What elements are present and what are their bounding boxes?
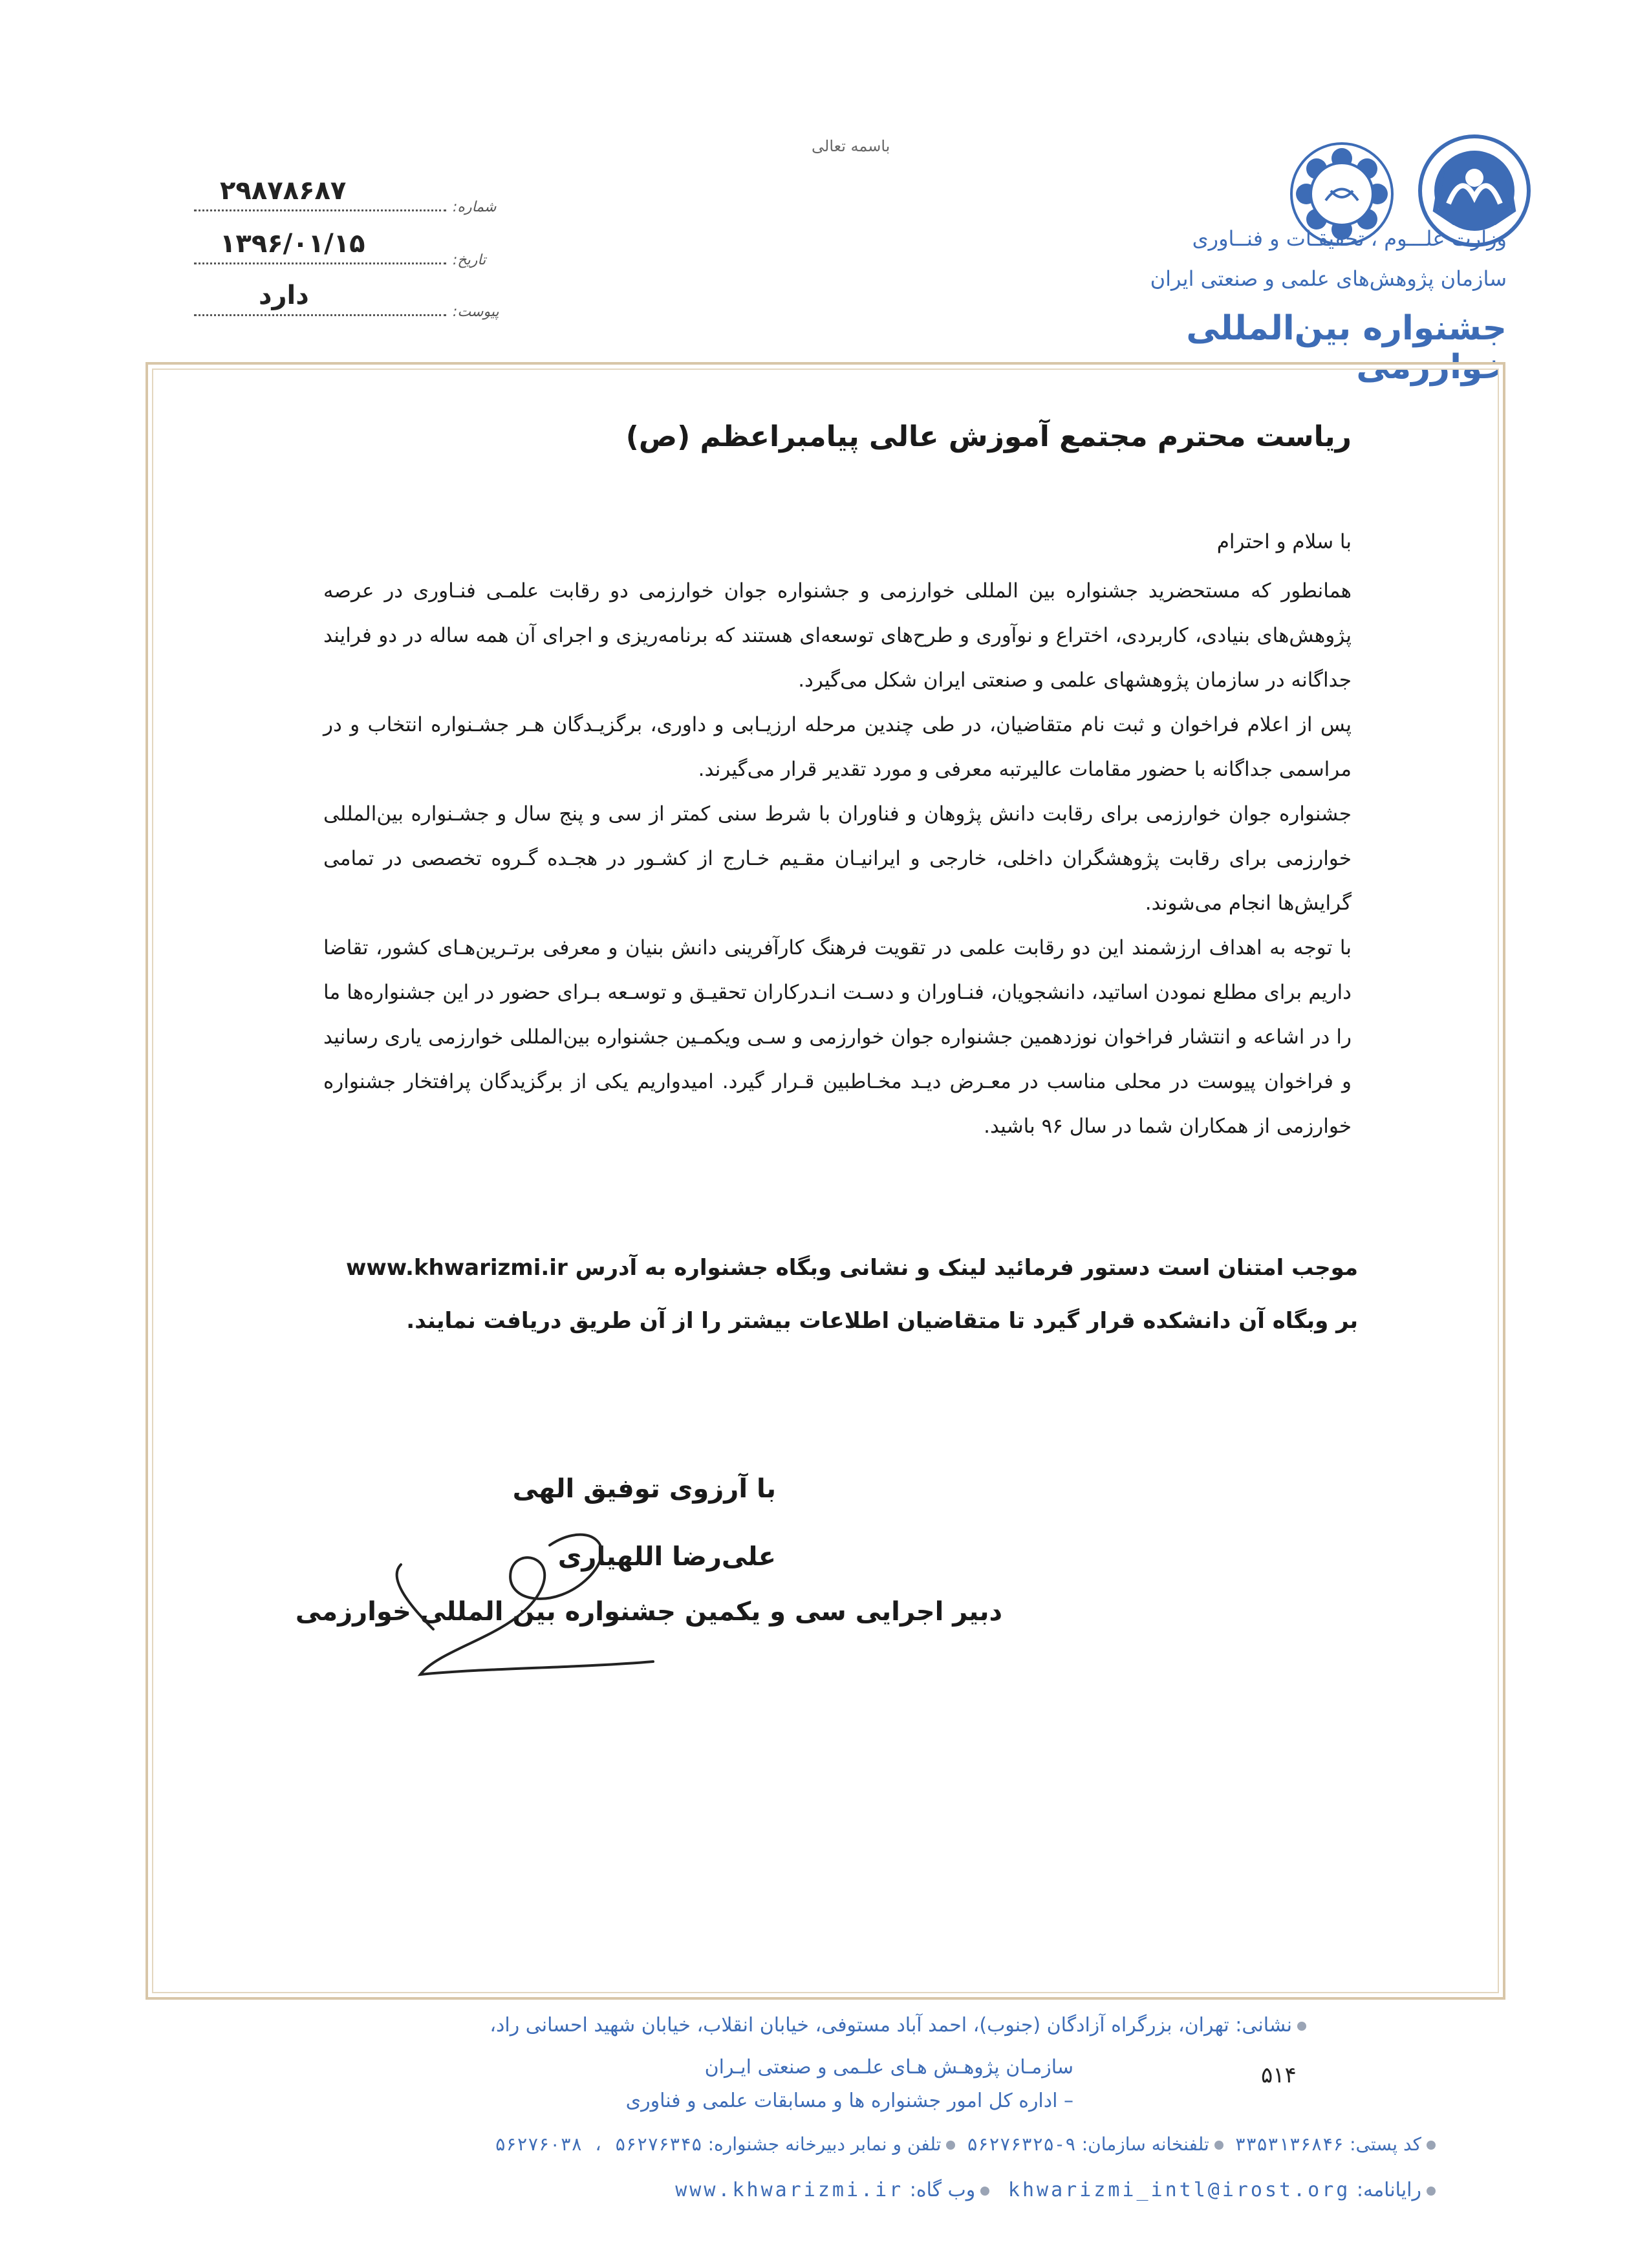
footer-address: نشانی: تهران، بزرگراه آزادگان (جنوب)، احمد آباد مستوفی، خیابان انقلاب، خیابان شهید احسانی راد، (490, 2014, 1306, 2037)
paragraph-2: پس از اعلام فراخوان و ثبت نام متقاضیان، در طی چندین مرحله ارزیـابی و داوری، برگزیـدگان هـر جشـنواره انتخاب و در مراسمی جداگانه با حضور مقامات عالیرتبه معرفی و مورد تقدیر قرار می‌گیرند. (323, 713, 1352, 781)
organization-name: سازمان پژوهش‌های علمی و صنعتی ایران (1150, 266, 1507, 291)
footer-online: رایانامه: khwarizmi_intl@irost.org وب گاه: www.khwarizmi.ir (675, 2179, 1436, 2201)
paragraph-1: همانطور که مستحضرید جشنواره بین المللی خوارزمی و جشنواره جوان خوارزمی دو رقابت علمـی فنـاوری در عرصه پژوهش‌های بنیادی، کاربردی، اختراع و نوآوری و طرح‌های توسعه‌ای هستند که برنامه‌ریزی و اجرای آن همه ساله در دو فرایند جداگانه در سازمان پژوهشهای علمی و صنعتی ایران شکل می‌گیرد. (323, 579, 1352, 692)
request-line-1: موجب امتنان است دستور فرمائید لینک و نشانی وبگاه جشنواره به آدرس www.khwarizmi.ir (345, 1255, 1358, 1281)
bullet-icon (1427, 2187, 1436, 2196)
handwritten-signature (343, 1506, 666, 1700)
footer-department: – اداره کل امور جشنواره ها و مسابقات علمی و فناوری (625, 2090, 1073, 2112)
website-link[interactable]: www.khwarizmi.ir (675, 2179, 904, 2201)
ministry-name: وزارت علـــوم ، تحقیقـات و فنــاوری (1192, 226, 1507, 251)
letter-attachment (194, 281, 499, 320)
date-value: ۱۳۹۶/۰۱/۱۵ (220, 229, 365, 259)
greeting: با سلام و احترام (1216, 530, 1352, 553)
po-box: ۵۱۴ (1261, 2062, 1297, 2088)
footer-org: سازمـان پژوهـش هـای علـمی و صنعتی ایـران (704, 2056, 1073, 2079)
secretariat-phones: ۵۶۲۷۶۳۴۵ ، ۵۶۲۷۶۰۳۸ (495, 2134, 702, 2155)
number-value: ۲۹۸۷۸۶۸۷ (220, 176, 347, 206)
closing: با آرزوی توفیق الهی (512, 1474, 776, 1504)
email-link[interactable]: khwarizmi_intl@irost.org (1008, 2179, 1351, 2201)
letter-date (194, 229, 486, 268)
request-line-2: بر وبگاه آن دانشکده قرار گیرد تا متقاضیان اطلاعات بیشتر را از آن طریق دریافت نمایند. (406, 1308, 1358, 1334)
paragraph-3: جشنواره جوان خوارزمی برای رقابت دانش پژوهان و فناوران با شرط سنی کمتر از سی و پنج سال و جشـنواره بین‌المللی خوارزمی برای رقابت پژوهشگران داخلی، خارجی و ایرانیـان مقـیم خـارج از کشـور در هجـده گـروه تخصصی در تمامی گرایش‌ها انجام می‌شوند. (323, 802, 1352, 915)
festival-title: جشنواره بین‌المللی خوارزمی (1186, 309, 1507, 387)
bullet-icon (946, 2141, 955, 2150)
bullet-icon (1297, 2022, 1306, 2031)
bullet-icon (980, 2187, 989, 2196)
switchboard-number: ۹-۵۶۲۷۶۳۲۵ (967, 2134, 1076, 2155)
footer-contacts: کد پستی: ۳۳۵۳۱۳۶۸۴۶ تلفنخانه سازمان: ۹-۵۶۲۷۶۳۲۵ تلفن و نمابر دبیرخانه جشنواره: ۵۶۲۷۶۳۴۵ ، ۵۶۲۷۶۰۳۸ (495, 2134, 1436, 2155)
bullet-icon (1427, 2141, 1436, 2150)
invocation: باسمه تعالی (812, 137, 890, 155)
signer-name: علی‌رضا اللهیاری (557, 1542, 776, 1572)
letter-salutation: ریاست محترم مجتمع آموزش عالی پیامبراعظم (ص) (625, 420, 1352, 453)
attachment-label: پیوست: (453, 304, 499, 320)
signer-title: دبیر اجرایی سی و یکمین جشنواره بین المللی خوارزمی (295, 1597, 1002, 1627)
attachment-value: دارد (259, 281, 309, 310)
letter-number (194, 176, 497, 215)
paragraph-4: با توجه به اهداف ارزشمند این دو رقابت علمی در تقویت فرهنگ کارآفرینی دانش بنیان و معرفی برتـرین‌هـای کشور، تقاضا داریم برای مطلع نمودن اساتید، دانشجویان، فنـاوران و دسـت انـدرکاران تحقیـق و توسـعه بـرای حضور در این جشنواره‌ها ما را در اشاعه و انتشار فراخوان نوزدهمین جشنواره جوان خوارزمی و سـی ویکمـین جشنواره بین‌المللی خوارزمی یاری رسانید و فراخوان پیوست در محلی مناسب در معـرض دیـد مخـاطبین قـرار گیرد. امیدواریم یکی از برگزیدگان پرافتخار جشنواره خوارزمی از همکاران شما در سال ۹۶ باشید. (323, 936, 1352, 1138)
bullet-icon (1214, 2141, 1223, 2150)
date-label: تاریخ: (453, 252, 486, 268)
number-label: شماره: (453, 199, 497, 215)
letter-body (323, 569, 1352, 1149)
postal-code: ۳۳۵۳۱۳۶۸۴۶ (1234, 2134, 1344, 2155)
